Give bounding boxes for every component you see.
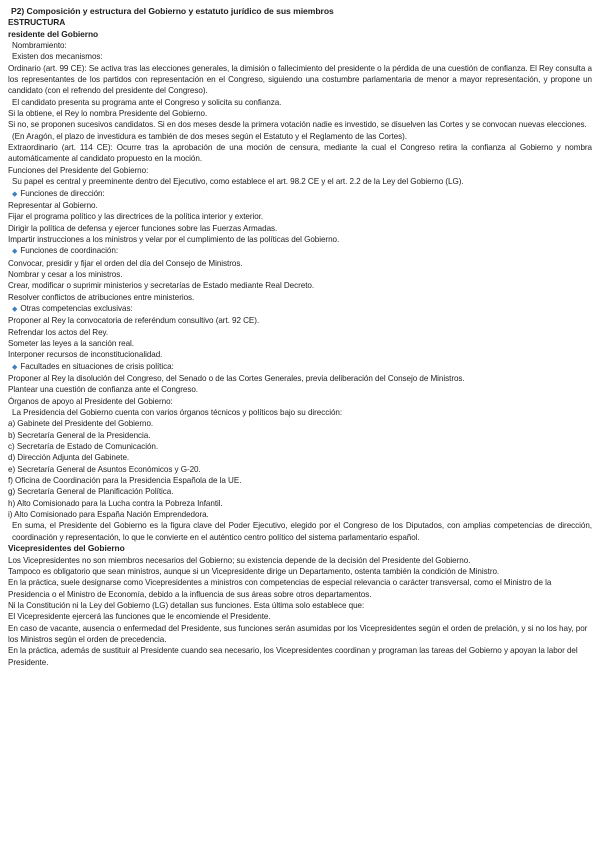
funciones-intro: Su papel es central y preeminente dentro del Ejecutivo, como establece el art. 98.2 CE y el art. 2.2 de la Ley del Gobierno (LG).	[12, 177, 464, 187]
function-group-heading	[8, 245, 592, 257]
organo-item: d) Dirección Adjunta del Gabinete.	[8, 453, 130, 463]
organo-item: i) Alto Comisionado para España Nación Emprendedora.	[8, 510, 209, 520]
function-group-label: Facultades en situaciones de crisis política:	[20, 361, 174, 371]
organos-heading: Órganos de apoyo al Presidente del Gobierno:	[8, 396, 173, 406]
vice-paragraph-4: Ni la Constitución ni la Ley del Gobierno (LG) detallan sus funciones. Esta última solo establece que:	[8, 600, 365, 610]
function-group-heading	[8, 188, 592, 200]
paragraph-aragon: (En Aragón, el plazo de investidura es también de dos meses según el Estatuto y el Reglamento de las Cortes).	[12, 131, 407, 141]
vice-paragraph-3: En la práctica, suele designarse como Vicepresidentes a ministros con competencias de especial relevancia o carácter transversal, como el Ministro de la Presidencia o el Ministro de Economía, debido a la influencia de sus áreas sobre otros departamentos.	[8, 578, 552, 599]
function-item: Impartir instrucciones a los ministros y velar por el cumplimiento de las políticas del Gobierno.	[8, 234, 340, 244]
vice-heading: Vicepresidentes del Gobierno	[8, 543, 125, 554]
vice-paragraph-2: Tampoco es obligatorio que sean ministros, aunque si un Vicepresidente dirige un Departamento, ostenta también la condición de Ministro.	[8, 566, 500, 576]
function-group-label: Funciones de dirección:	[20, 188, 105, 198]
subsection-heading-president: residente del Gobierno	[8, 28, 99, 39]
vice-paragraph-7: En la práctica, además de sustituir al Presidente cuando sea necesario, los Vicepresidentes coordinan y programan las tareas del Gobierno y apoyan la labor del Presidente.	[8, 646, 578, 667]
diamond-bullet-icon: ◆	[12, 190, 18, 198]
diamond-bullet-icon: ◆	[12, 248, 18, 256]
mecanismos-label: Existen dos mecanismos:	[12, 52, 103, 62]
organo-item: b) Secretaría General de la Presidencia.	[8, 430, 151, 440]
function-item: Nombrar y cesar a los ministros.	[8, 269, 123, 279]
function-groups	[8, 188, 592, 396]
vice-paragraph-6: En caso de vacante, ausencia o enfermedad del Presidente, sus funciones serán asumidas por los Vicepresidentes según el orden de prelación, y si no los hay, por los Ministros según el orden de precedencia.	[8, 623, 588, 644]
function-item: Proponer al Rey la convocatoria de referéndum consultivo (art. 92 CE).	[8, 316, 260, 326]
organo-item: f) Oficina de Coordinación para la Presidencia Española de la UE.	[8, 476, 242, 486]
organos-intro: La Presidencia del Gobierno cuenta con varios órganos técnicos y políticos bajo su dirección:	[12, 408, 343, 418]
organo-item: h) Alto Comisionado para la Lucha contra la Pobreza Infantil.	[8, 498, 223, 508]
function-item: Representar al Gobierno.	[8, 200, 98, 210]
function-item: Convocar, presidir y fijar el orden del día del Consejo de Ministros.	[8, 258, 243, 268]
function-group-label: Funciones de coordinación:	[20, 246, 119, 256]
organos-list	[8, 418, 592, 520]
function-item: Dirigir la política de defensa y ejercer funciones sobre las Fuerzas Armadas.	[8, 223, 278, 233]
organo-item: c) Secretaría de Estado de Comunicación.	[8, 442, 159, 452]
organo-item: g) Secretaría General de Planificación Política.	[8, 487, 174, 497]
function-item: Fijar el programa político y las directrices de la política interior y exterior.	[8, 212, 264, 222]
paragraph-candidato: El candidato presenta su programa ante el Congreso y solicita su confianza.	[12, 97, 282, 107]
function-item: Someter las leyes a la sanción real.	[8, 338, 134, 348]
vice-paragraph-1: Los Vicepresidentes no son miembros necesarios del Gobierno; su existencia depende de la decisión del Presidente del Gobierno.	[8, 555, 471, 565]
organo-item: e) Secretaría General de Asuntos Económicos y G-20.	[8, 464, 201, 474]
function-group-heading	[8, 303, 592, 315]
funciones-heading: Funciones del Presidente del Gobierno:	[8, 165, 149, 175]
nombramiento-label: Nombramiento:	[12, 41, 67, 51]
function-group-label: Otras competencias exclusivas:	[20, 303, 133, 313]
paragraph-si-no: Si no, se proponen sucesivos candidatos. Si en dos meses desde la primera votación nadie es investido, se disuelven las Cortes y se convocan nuevas elecciones.	[8, 120, 587, 130]
paragraph-ordinario: Ordinario (art. 99 CE): Se activa tras las elecciones generales, la dimisión o fallecimiento del presidente o la pérdida de una cuestión de confianza. El Rey consulta a los representantes de los partidos con representación en el Congreso, siguiendo una costumbre parlamentaria de menor a mayor representación, y propone un candidato (con el refrendo del presidente del Congreso).	[8, 63, 592, 96]
document-title: P2) Composición y estructura del Gobierno y estatuto jurídico de sus miembros	[11, 6, 334, 16]
diamond-bullet-icon: ◆	[12, 363, 18, 371]
function-item: Proponer al Rey la disolución del Congreso, del Senado o de las Cortes Generales, previa deliberación del Consejo de Ministros.	[8, 374, 465, 383]
paragraph-si-obtiene: Si la obtiene, el Rey lo nombra Presidente del Gobierno.	[8, 109, 208, 119]
vice-paragraph-5: El Vicepresidente ejercerá las funciones que le encomiende el Presidente.	[8, 612, 271, 622]
function-item: Refrendar los actos del Rey.	[8, 327, 109, 337]
function-group-heading	[8, 361, 592, 373]
paragraph-extraordinario: Extraordinario (art. 114 CE): Ocurre tras la aprobación de una moción de censura, mediante la cual el Congreso retira la confianza al Gobierno y nombra automáticamente al candidato propuesto en la moción.	[8, 143, 592, 164]
function-item: Resolver conflictos de atribuciones entre ministerios.	[8, 292, 195, 302]
section-heading: ESTRUCTURA	[8, 17, 66, 28]
function-item: Crear, modificar o suprimir ministerios y secretarías de Estado mediante Real Decreto.	[8, 281, 315, 291]
function-item: Interponer recursos de inconstitucionalidad.	[8, 350, 163, 360]
function-item: Plantear una cuestión de confianza ante el Congreso.	[8, 385, 198, 395]
paragraph-resumen: En suma, el Presidente del Gobierno es la figura clave del Poder Ejecutivo, elegido por el Congreso de los Diputados, con amplias competencias de dirección, coordinación y representación, lo que le convierte en el auténtico centro político del sistema parlamentario español.	[12, 521, 592, 542]
diamond-bullet-icon: ◆	[12, 305, 18, 313]
organo-item: a) Gabinete del Presidente del Gobierno.	[8, 419, 154, 429]
